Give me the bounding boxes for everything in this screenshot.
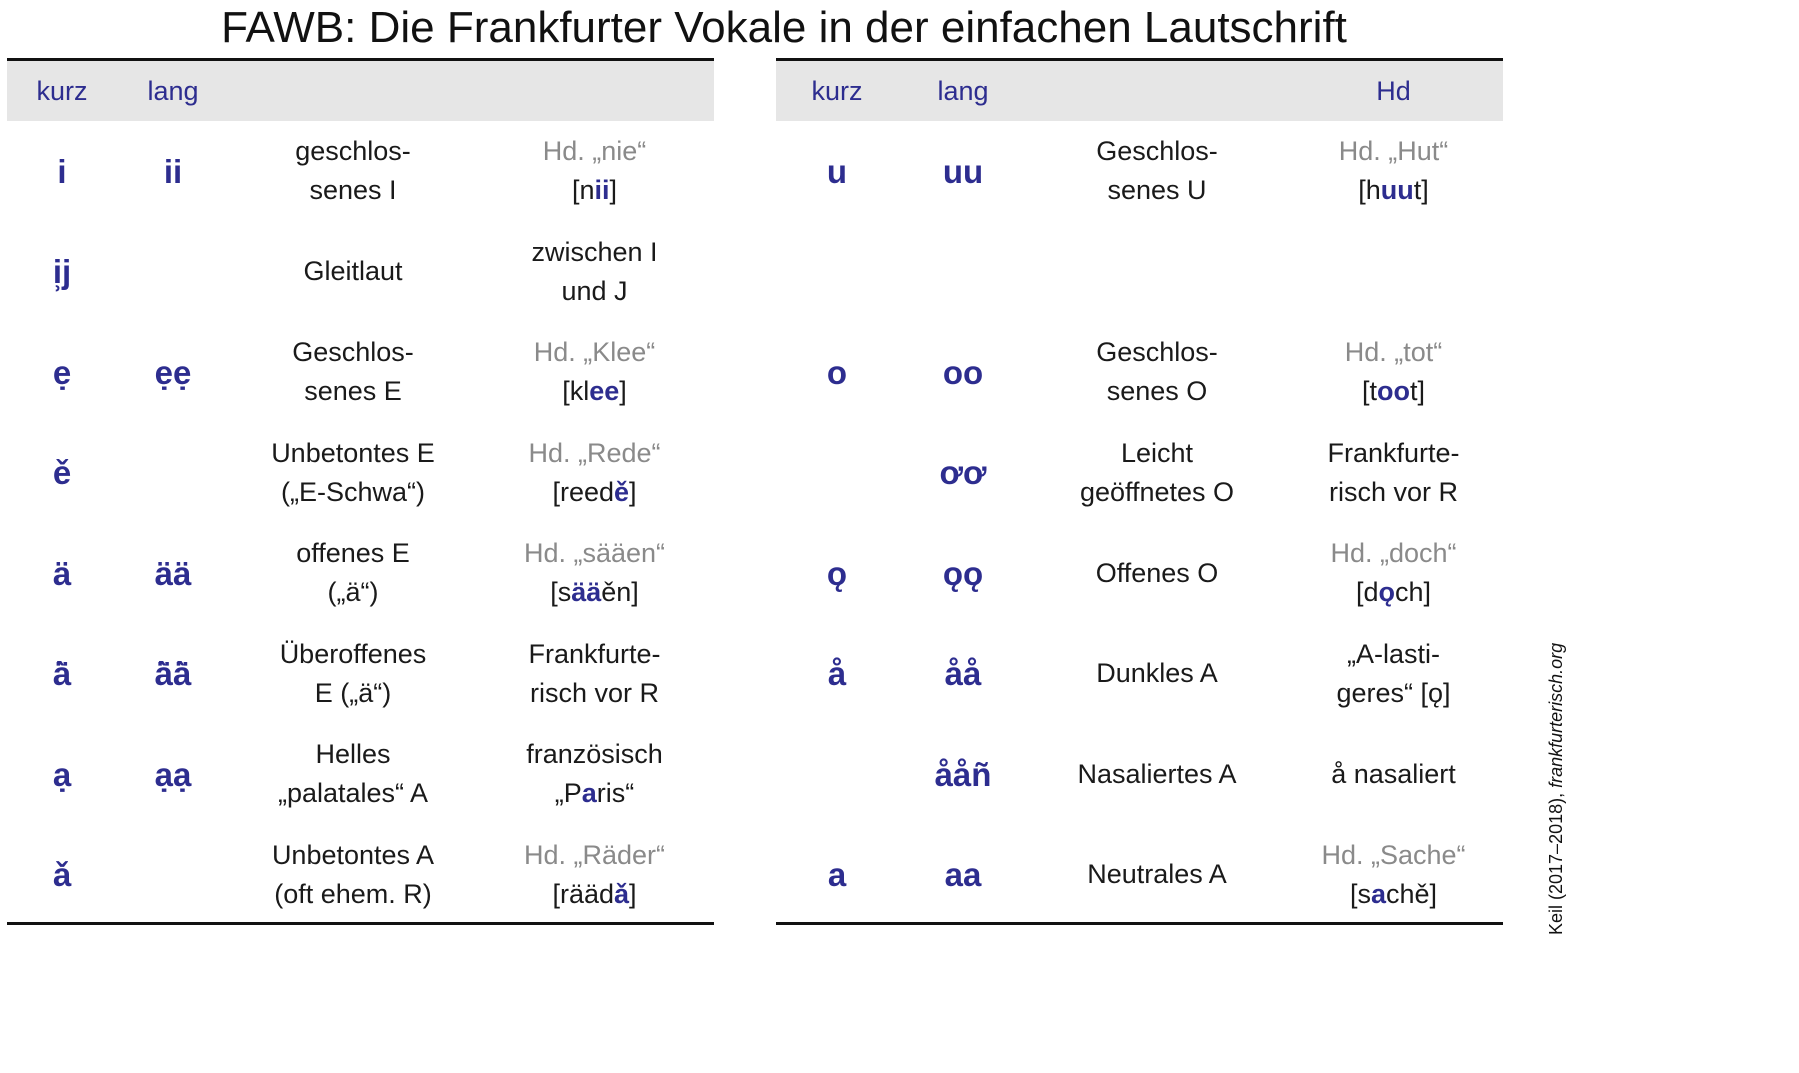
kurz-symbol bbox=[776, 423, 898, 524]
description bbox=[229, 322, 477, 423]
description-line: senes O bbox=[1106, 376, 1208, 407]
example bbox=[1286, 322, 1501, 423]
table-row bbox=[7, 523, 714, 624]
transcription-part: risch vor R bbox=[1328, 476, 1458, 507]
transcription-line bbox=[562, 372, 627, 411]
transcription-line bbox=[550, 573, 639, 612]
transcription-part: [h bbox=[1358, 175, 1381, 206]
kurz-symbol bbox=[776, 724, 898, 825]
description-line: (oft ehem. R) bbox=[274, 878, 432, 909]
description-line: Unbetontes E bbox=[271, 437, 435, 468]
transcription-part: „P bbox=[554, 778, 582, 809]
table-body bbox=[776, 121, 1503, 925]
transcription-part: ch] bbox=[1395, 577, 1432, 608]
transcription-part: [reed bbox=[552, 476, 614, 507]
credit-author: Keil (2017–2018), bbox=[1546, 787, 1566, 935]
example-line: französisch bbox=[526, 739, 663, 770]
highlighted-vowel: ii bbox=[594, 175, 610, 206]
transcription-part: [s bbox=[550, 577, 572, 608]
table-row bbox=[776, 825, 1503, 926]
kurz-symbol bbox=[776, 825, 898, 926]
transcription-part: ] bbox=[609, 175, 618, 206]
page-title: FAWB: Die Frankfurter Vokale in der einfachen Lautschrift bbox=[221, 3, 1347, 52]
description-line: geöffnetes O bbox=[1079, 476, 1235, 507]
kurz-symbol-text: ạ bbox=[52, 755, 72, 793]
example-line: Hd. „Rede“ bbox=[528, 437, 661, 468]
lang-symbol-text: ạạ bbox=[154, 755, 192, 793]
table-body bbox=[7, 121, 714, 925]
kurz-symbol bbox=[7, 121, 117, 222]
lang-symbol bbox=[898, 423, 1028, 524]
transcription-part: geres“ [ǫ] bbox=[1336, 677, 1451, 708]
transcription-line bbox=[1356, 573, 1431, 612]
header-hd bbox=[477, 61, 712, 121]
example-line: „A-lasti- bbox=[1347, 638, 1440, 669]
table-row bbox=[7, 423, 714, 524]
table-header bbox=[7, 61, 714, 121]
lang-symbol-text: uu bbox=[942, 152, 984, 190]
transcription-part: [kl bbox=[562, 376, 590, 407]
table-bottom-rule bbox=[776, 922, 1503, 925]
transcription-line bbox=[552, 875, 636, 914]
description-line: Leicht bbox=[1120, 437, 1194, 468]
kurz-symbol-text: ě bbox=[52, 454, 72, 492]
highlighted-vowel: uu bbox=[1380, 175, 1414, 206]
table-row bbox=[776, 624, 1503, 725]
lang-symbol bbox=[117, 825, 229, 926]
kurz-symbol bbox=[776, 624, 898, 725]
transcription-line bbox=[1350, 875, 1437, 914]
lang-symbol bbox=[117, 624, 229, 725]
example bbox=[1286, 523, 1501, 624]
example-line: Hd. „Sache“ bbox=[1321, 839, 1466, 870]
example bbox=[1286, 222, 1501, 323]
description bbox=[1028, 825, 1286, 926]
lang-symbol bbox=[898, 121, 1028, 222]
description-line: Helles bbox=[315, 739, 391, 770]
example bbox=[1286, 825, 1501, 926]
lang-symbol bbox=[117, 121, 229, 222]
transcription-line bbox=[1336, 674, 1450, 713]
kurz-symbol bbox=[7, 523, 117, 624]
transcription-part: ris“ bbox=[596, 778, 635, 809]
lang-symbol-text: ơơ bbox=[939, 454, 987, 492]
transcription-part: ] bbox=[629, 878, 637, 909]
lang-symbol-text: ååñ bbox=[934, 755, 992, 793]
kurz-symbol-text: u bbox=[826, 152, 848, 190]
header-lang: lang bbox=[147, 76, 199, 106]
example-line: Hd. „sääen“ bbox=[523, 538, 666, 569]
lang-symbol bbox=[898, 222, 1028, 323]
kurz-symbol bbox=[776, 523, 898, 624]
example bbox=[477, 222, 712, 323]
description bbox=[1028, 121, 1286, 222]
lang-symbol-text: åå bbox=[944, 655, 982, 693]
table-row bbox=[776, 121, 1503, 222]
table-row bbox=[7, 825, 714, 926]
example bbox=[1286, 624, 1501, 725]
example bbox=[477, 121, 712, 222]
kurz-symbol bbox=[776, 121, 898, 222]
highlighted-vowel: ee bbox=[589, 376, 620, 407]
description-line: Offenes O bbox=[1095, 557, 1219, 588]
transcription-part: [s bbox=[1349, 878, 1371, 909]
description-line: Überoffenes bbox=[279, 638, 427, 669]
description-line: E („ä“) bbox=[314, 677, 392, 708]
transcription-part: t] bbox=[1413, 175, 1429, 206]
transcription-part: [t bbox=[1361, 376, 1377, 407]
example bbox=[477, 322, 712, 423]
highlighted-vowel: a bbox=[1370, 878, 1386, 909]
lang-symbol bbox=[117, 322, 229, 423]
transcription-line bbox=[561, 272, 627, 311]
example-line: Hd. „tot“ bbox=[1344, 337, 1443, 368]
kurz-symbol-text: å bbox=[827, 655, 847, 693]
header-kurz: kurz bbox=[36, 76, 88, 106]
description bbox=[229, 423, 477, 524]
lang-symbol bbox=[117, 222, 229, 323]
description-line: Gleitlaut bbox=[303, 256, 403, 287]
kurz-symbol bbox=[7, 724, 117, 825]
lang-symbol-text: ẹẹ bbox=[154, 353, 192, 391]
example-line: Hd. „nie“ bbox=[542, 136, 647, 167]
transcription-line bbox=[552, 473, 636, 512]
description-line: senes E bbox=[304, 376, 402, 407]
description bbox=[1028, 624, 1286, 725]
transcription-part: risch vor R bbox=[529, 677, 659, 708]
table-row bbox=[7, 322, 714, 423]
example-line: Hd. „Räder“ bbox=[523, 839, 666, 870]
highlighted-vowel: a bbox=[581, 778, 597, 809]
transcription-part: und J bbox=[561, 275, 628, 306]
description-line: („E-Schwa“) bbox=[280, 476, 425, 507]
example-line: å nasaliert bbox=[1331, 758, 1456, 789]
credit-site: frankfurterisch.org bbox=[1546, 642, 1566, 788]
example-line: zwischen I bbox=[531, 236, 658, 267]
table-row bbox=[776, 222, 1503, 323]
transcription-part: t] bbox=[1410, 376, 1426, 407]
example bbox=[1286, 423, 1501, 524]
example-line: Hd. „Klee“ bbox=[533, 337, 656, 368]
kurz-symbol bbox=[7, 825, 117, 926]
kurz-symbol-text: ǎ bbox=[52, 856, 72, 894]
description-line: Unbetontes A bbox=[271, 839, 435, 870]
description-line: Neutrales A bbox=[1087, 859, 1227, 890]
example-line: Hd. „doch“ bbox=[1330, 538, 1457, 569]
transcription-line bbox=[572, 171, 617, 210]
kurz-symbol bbox=[776, 322, 898, 423]
transcription-line bbox=[1358, 171, 1429, 210]
kurz-symbol-text: i bbox=[57, 152, 67, 190]
kurz-symbol bbox=[7, 423, 117, 524]
header-hd: Hd bbox=[1376, 76, 1411, 106]
example-line: Frankfurte- bbox=[1327, 437, 1460, 468]
description-line: geschlos- bbox=[295, 136, 411, 167]
example bbox=[477, 523, 712, 624]
table-row bbox=[776, 523, 1503, 624]
lang-symbol bbox=[898, 724, 1028, 825]
kurz-symbol-text: o bbox=[826, 353, 848, 391]
transcription-part: [d bbox=[1355, 577, 1379, 608]
lang-symbol bbox=[898, 322, 1028, 423]
highlighted-vowel: oo bbox=[1377, 376, 1410, 407]
kurz-symbol bbox=[7, 322, 117, 423]
lang-symbol bbox=[117, 523, 229, 624]
transcription-part: chě] bbox=[1386, 878, 1438, 909]
kurz-symbol bbox=[7, 222, 117, 323]
highlighted-vowel: ǫ bbox=[1378, 577, 1395, 608]
lang-symbol bbox=[117, 724, 229, 825]
transcription-part: ěn] bbox=[601, 577, 639, 608]
table-row bbox=[776, 423, 1503, 524]
description-line: offenes E bbox=[296, 538, 410, 569]
lang-symbol bbox=[898, 624, 1028, 725]
table-bottom-rule bbox=[7, 922, 714, 925]
highlighted-vowel: ě bbox=[614, 476, 630, 507]
lang-symbol bbox=[898, 523, 1028, 624]
side-credit bbox=[1545, 575, 1567, 935]
table-row bbox=[7, 222, 714, 323]
highlighted-vowel: ää bbox=[571, 577, 602, 608]
kurz-symbol-text: ẹ bbox=[52, 353, 72, 391]
description-line: Geschlos- bbox=[1096, 136, 1218, 167]
description bbox=[1028, 222, 1286, 323]
table-row bbox=[7, 121, 714, 222]
lang-symbol bbox=[898, 825, 1028, 926]
kurz-symbol-text: ä̀ bbox=[52, 655, 72, 693]
example bbox=[477, 724, 712, 825]
description bbox=[229, 825, 477, 926]
header-lang: lang bbox=[937, 76, 989, 106]
table-row bbox=[7, 724, 714, 825]
lang-symbol-text: ii bbox=[163, 152, 183, 190]
header-kurz: kurz bbox=[811, 76, 863, 106]
table-row bbox=[776, 724, 1503, 825]
highlighted-vowel: ǎ bbox=[614, 878, 630, 909]
description bbox=[1028, 523, 1286, 624]
table-row bbox=[7, 624, 714, 725]
kurz-symbol-text: ä bbox=[52, 554, 72, 592]
transcription-line bbox=[555, 774, 635, 813]
example bbox=[477, 624, 712, 725]
transcription-line bbox=[530, 674, 659, 713]
transcription-line bbox=[1362, 372, 1425, 411]
left-vowel-table bbox=[7, 58, 714, 925]
kurz-symbol bbox=[776, 222, 898, 323]
example-line: Hd. „Hut“ bbox=[1338, 136, 1449, 167]
example bbox=[1286, 121, 1501, 222]
kurz-symbol-text: i̹j bbox=[52, 253, 72, 291]
lang-symbol-text: ää bbox=[154, 554, 192, 592]
kurz-symbol-text: a bbox=[827, 856, 847, 894]
table-header bbox=[776, 61, 1503, 121]
description bbox=[229, 222, 477, 323]
description-line: („ä“) bbox=[327, 577, 379, 608]
description bbox=[229, 121, 477, 222]
example bbox=[477, 423, 712, 524]
example bbox=[477, 825, 712, 926]
right-vowel-table bbox=[776, 58, 1503, 925]
kurz-symbol-text: ǫ bbox=[826, 554, 848, 592]
transcription-line bbox=[1329, 473, 1458, 512]
description-line: Dunkles A bbox=[1096, 658, 1218, 689]
description bbox=[229, 523, 477, 624]
example-line: Frankfurte- bbox=[528, 638, 661, 669]
description-line: Geschlos- bbox=[1096, 337, 1218, 368]
lang-symbol-text: ä̀ä̀ bbox=[154, 655, 192, 693]
description bbox=[1028, 423, 1286, 524]
lang-symbol-text: ǫǫ bbox=[942, 554, 984, 592]
description-line: Geschlos- bbox=[292, 337, 414, 368]
description bbox=[1028, 724, 1286, 825]
transcription-part: ] bbox=[619, 376, 627, 407]
description bbox=[229, 624, 477, 725]
transcription-part: ] bbox=[629, 476, 637, 507]
description bbox=[229, 724, 477, 825]
description-line: senes I bbox=[309, 175, 397, 206]
transcription-part: [rääd bbox=[552, 878, 614, 909]
description-line: senes U bbox=[1107, 175, 1207, 206]
transcription-part: [n bbox=[571, 175, 595, 206]
table-row bbox=[776, 322, 1503, 423]
description-line: „palatales“ A bbox=[277, 778, 429, 809]
description bbox=[1028, 322, 1286, 423]
kurz-symbol bbox=[7, 624, 117, 725]
description-line: Nasaliertes A bbox=[1077, 758, 1237, 789]
lang-symbol bbox=[117, 423, 229, 524]
lang-symbol-text: aa bbox=[944, 856, 982, 894]
lang-symbol-text: oo bbox=[942, 353, 984, 391]
example bbox=[1286, 724, 1501, 825]
